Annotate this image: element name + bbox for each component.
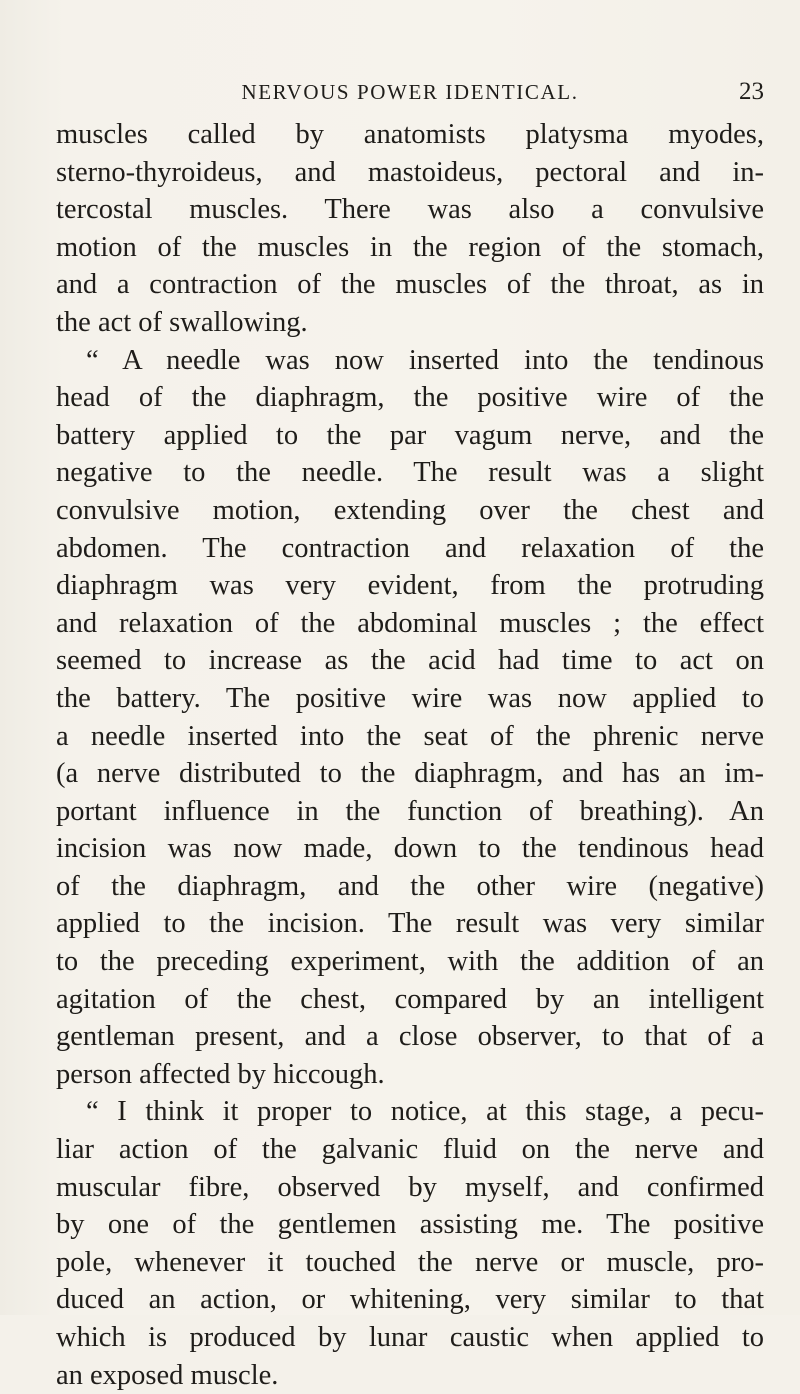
text-line: “ A needle was now inserted into the tendinous bbox=[86, 344, 764, 376]
text-line: which is produced by lunar caustic when applied to bbox=[56, 1322, 764, 1353]
text-line: abdomen. The contraction and relaxation of the bbox=[56, 532, 764, 564]
text-line: of the diaphragm, and the other wire (negative) bbox=[56, 870, 764, 902]
text-line: (a nerve distributed to the diaphragm, and has an im- bbox=[56, 758, 764, 790]
text-line: incision was now made, down to the tendinous head bbox=[56, 833, 764, 865]
text-line: gentleman present, and a close observer, to that of a bbox=[56, 1021, 764, 1053]
text-line: “ I think it proper to notice, at this stage, a pecu- bbox=[86, 1096, 764, 1128]
text-line: the act of swallowing. bbox=[56, 306, 308, 338]
text-line: the battery. The positive wire was now applied to bbox=[56, 682, 764, 714]
page-number: 23 bbox=[739, 78, 764, 105]
text-line: pole, whenever it touched the nerve or muscle, pro- bbox=[56, 1246, 764, 1278]
text-line: person affected by hiccough. bbox=[56, 1058, 385, 1090]
text-line: by one of the gentlemen assisting me. The positive bbox=[56, 1209, 764, 1241]
text-line: convulsive motion, extending over the chest and bbox=[56, 494, 764, 526]
body-text bbox=[56, 116, 764, 1394]
text-line: tercostal muscles. There was also a convulsive bbox=[56, 194, 764, 226]
running-title: NERVOUS POWER IDENTICAL. bbox=[241, 80, 579, 104]
text-line: a needle inserted into the seat of the phrenic nerve bbox=[56, 720, 764, 752]
running-head bbox=[56, 78, 764, 106]
text-line: diaphragm was very evident, from the protruding bbox=[56, 570, 764, 602]
text-line: to the preceding experiment, with the addition of an bbox=[56, 946, 764, 978]
text-line: agitation of the chest, compared by an intelligent bbox=[56, 983, 764, 1015]
text-line: and relaxation of the abdominal muscles ; the effect bbox=[56, 607, 764, 639]
text-line: liar action of the galvanic fluid on the nerve and bbox=[56, 1134, 764, 1166]
text-line: muscles called by anatomists platysma myodes, bbox=[56, 119, 764, 150]
text-line: head of the diaphragm, the positive wire of the bbox=[56, 382, 764, 414]
text-line: and a contraction of the muscles of the throat, as in bbox=[56, 269, 764, 301]
text-line: battery applied to the par vagum nerve, and the bbox=[56, 419, 764, 451]
text-line: duced an action, or whitening, very similar to that bbox=[56, 1284, 764, 1316]
text-line: portant influence in the function of breathing). An bbox=[56, 795, 764, 827]
text-line: an exposed muscle. bbox=[56, 1359, 279, 1391]
text-line: seemed to increase as the acid had time to act on bbox=[56, 645, 764, 677]
text-line: applied to the incision. The result was very similar bbox=[56, 908, 764, 940]
text-line: sterno-thyroideus, and mastoideus, pectoral and in- bbox=[56, 156, 764, 188]
text-line: muscular fibre, observed by myself, and confirmed bbox=[56, 1171, 764, 1203]
text-line: negative to the needle. The result was a slight bbox=[56, 457, 764, 489]
text-line: motion of the muscles in the region of the stomach, bbox=[56, 231, 764, 263]
